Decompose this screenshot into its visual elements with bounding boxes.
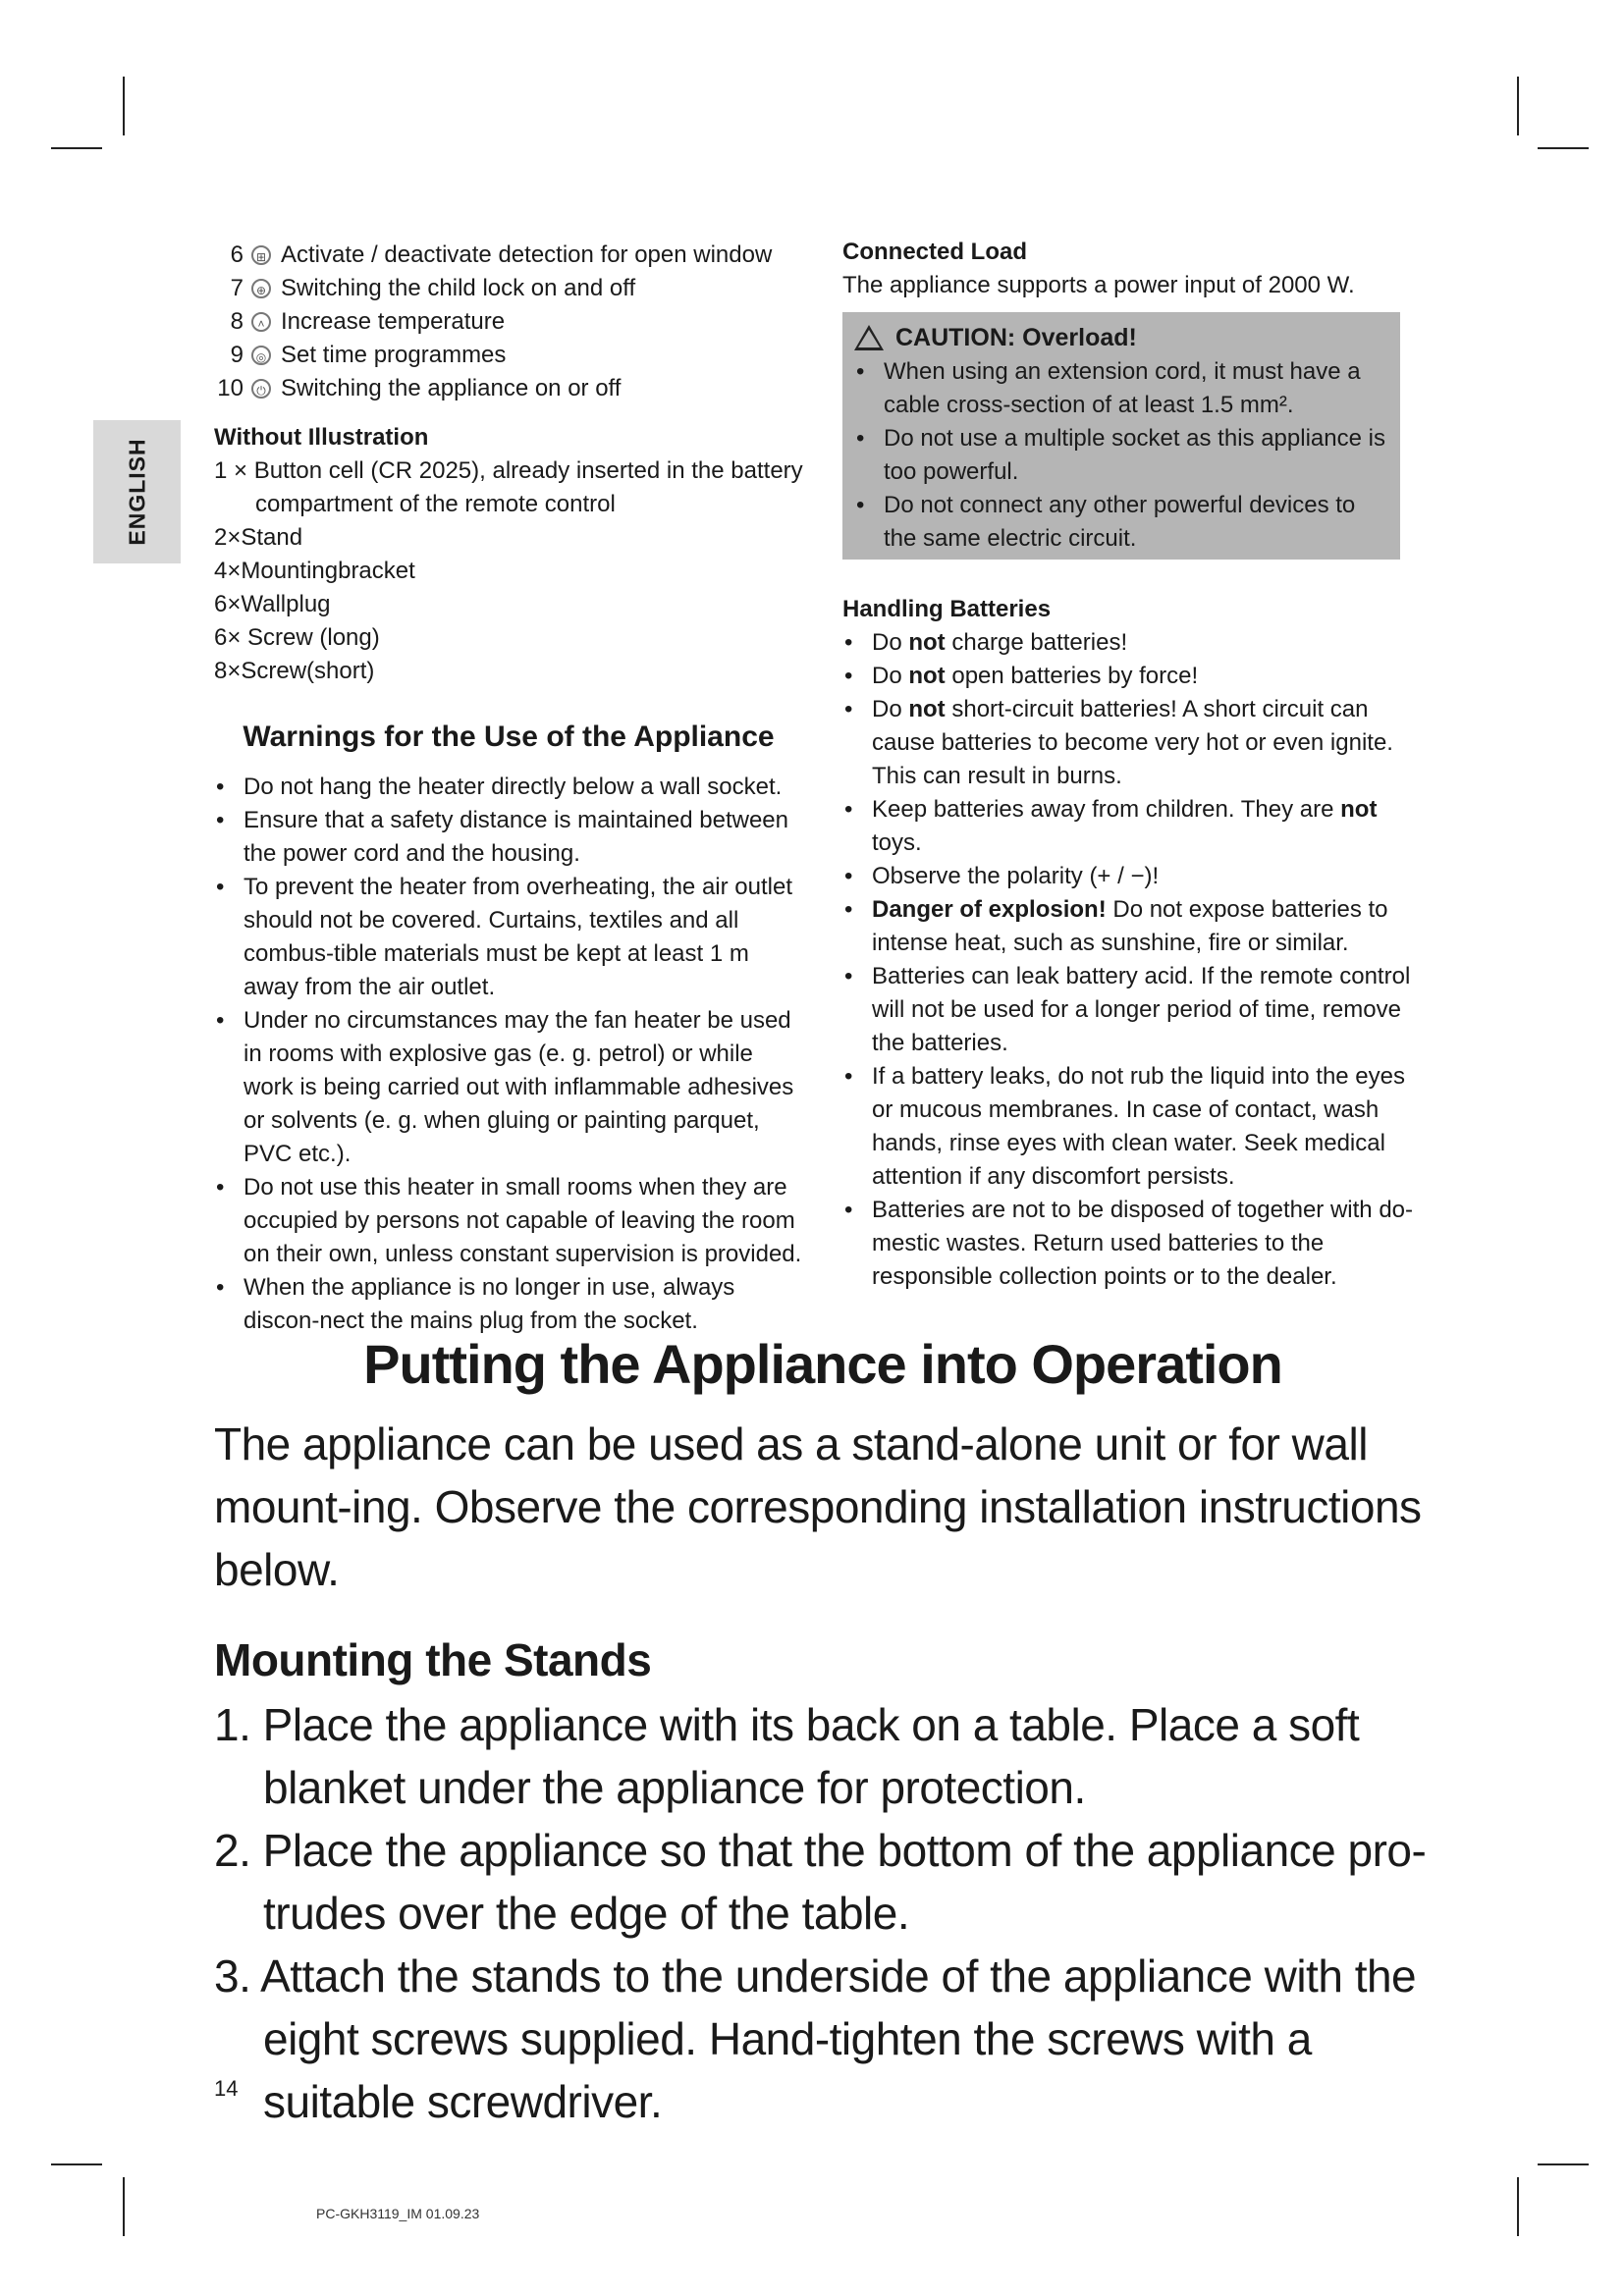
caution-list — [854, 355, 1390, 556]
control-text: Switching the appliance on or off — [281, 375, 622, 401]
crop-mark — [123, 77, 125, 135]
control-number: 10 — [217, 375, 244, 401]
power-icon: ⏻ — [251, 379, 271, 399]
crop-mark — [1538, 2163, 1589, 2165]
step-item: 1. Place the appliance with its back on a table. Place a soft blanket under the appliance for protection. — [214, 1699, 1360, 1813]
list-item: 1 × Button cell (CR 2025), already inserted in the battery compartment of the remote control — [214, 457, 803, 517]
list-item: • Keep batteries away from children. They are not toys. — [842, 793, 1422, 860]
list-item: • If a battery leaks, do not rub the liquid into the eyes or mucous membranes. In case of contact, wash hands, rinse eyes with clean water. Seek medical attention if any discomfort persists. — [842, 1060, 1422, 1194]
up-arrow-icon: ˄ — [251, 312, 271, 332]
control-item — [214, 305, 803, 339]
crop-mark — [51, 147, 102, 149]
list-item: • When the appliance is no longer in use, always discon-nect the mains plug from the socket. — [214, 1271, 803, 1338]
control-text: Set time programmes — [281, 342, 507, 368]
mounting-heading: Mounting the Stands — [214, 1634, 652, 1685]
connected-load-heading: Connected Load — [842, 239, 1028, 265]
list-item: • Do not hang the heater directly below a wall socket. — [214, 771, 803, 804]
warnings-list — [214, 771, 803, 1338]
control-item — [214, 239, 803, 272]
language-tab-label: ENGLISH — [124, 438, 149, 546]
list-item: • Under no circumstances may the fan heater be used in rooms with explosive gas (e. g. petrol) or while work is being carried out with inflammable adhesives or solvents (e. g. when gluing or painting parquet, PVC etc.). — [214, 1004, 803, 1171]
control-number: 7 — [230, 275, 244, 301]
mounting-steps — [214, 1693, 1432, 2133]
right-column — [842, 236, 1422, 1294]
list-item: 8×Screw(short) — [214, 658, 375, 684]
operation-section — [214, 1330, 1432, 2133]
timer-icon: ◎ — [251, 346, 271, 365]
list-item: • Do not use this heater in small rooms when they are occupied by persons not capable of leaving the room on their own, unless constant supervision is provided. — [214, 1171, 803, 1271]
list-item: • To prevent the heater from overheating, the air outlet should not be covered. Curtains, textiles and all combus-tible materials must be kept at least 1 m away from the air outlet. — [214, 871, 803, 1004]
caution-title-row — [854, 320, 1390, 355]
list-item: 6× Screw (long) — [214, 624, 380, 651]
control-text: Increase temperature — [281, 308, 506, 335]
batteries-heading: Handling Batteries — [842, 596, 1052, 622]
list-item: • Observe the polarity (+ / −)! — [842, 860, 1422, 893]
warning-triangle-icon — [854, 325, 884, 350]
list-item: • Danger of explosion! Do not expose batteries to intense heat, such as sunshine, fire or similar. — [842, 893, 1422, 960]
batteries-list — [842, 626, 1422, 1294]
list-item: • When using an extension cord, it must have a cable cross-section of at least 1.5 mm². — [854, 355, 1390, 422]
crop-mark — [1538, 147, 1589, 149]
operation-title: Putting the Appliance into Operation — [363, 1333, 1282, 1395]
control-item — [214, 372, 803, 405]
footer-code: PC-GKH3119_IM 01.09.23 — [316, 2206, 480, 2221]
control-item — [214, 339, 803, 372]
connected-load-text: The appliance supports a power input of 2000 W. — [842, 272, 1355, 298]
list-item: • Do not charge batteries! — [842, 626, 1422, 660]
caution-box — [842, 312, 1400, 560]
control-number: 6 — [230, 241, 244, 268]
list-item: 6×Wallplug — [214, 591, 331, 617]
crop-mark — [1517, 77, 1519, 135]
without-illustration-section — [214, 421, 803, 688]
step-item: 2. Place the appliance so that the bottom of the appliance pro-trudes over the edge of the table. — [214, 1825, 1427, 1939]
list-item: • Do not open batteries by force! — [842, 660, 1422, 693]
page-number: 14 — [214, 2076, 239, 2101]
window-icon: ⊞ — [251, 245, 271, 265]
crop-mark — [123, 2177, 125, 2236]
language-tab — [93, 420, 181, 563]
control-number: 9 — [230, 342, 244, 368]
list-item: • Batteries are not to be disposed of together with do-mestic wastes. Return used batteries to the responsible collection points or to the dealer. — [842, 1194, 1422, 1294]
caution-title: CAUTION: Overload! — [895, 324, 1137, 351]
list-item: • Do not connect any other powerful devices to the same electric circuit. — [854, 489, 1390, 556]
warnings-heading: Warnings for the Use of the Appliance — [243, 721, 775, 753]
crop-mark — [1517, 2177, 1519, 2236]
control-text: Switching the child lock on and off — [281, 275, 636, 301]
controls-list — [214, 239, 803, 405]
list-item: 2×Stand — [214, 524, 303, 551]
left-column — [214, 239, 803, 1338]
list-item: 4×Mountingbracket — [214, 558, 415, 584]
control-text: Activate / deactivate detection for open window — [281, 241, 773, 268]
child-lock-icon: ⊕ — [251, 279, 271, 298]
without-illustration-heading: Without Illustration — [214, 424, 429, 451]
control-number: 8 — [230, 308, 244, 335]
control-item — [214, 272, 803, 305]
operation-intro: The appliance can be used as a stand-alone unit or for wall mount-ing. Observe the corresponding installation instructions below. — [214, 1418, 1422, 1595]
step-item: 3. Attach the stands to the underside of the appliance with the eight screws supplied. Hand-tighten the screws with a suitable screwdriver. — [214, 1950, 1417, 2127]
list-item: • Do not short-circuit batteries! A short circuit can cause batteries to become very hot or even ignite. This can result in burns. — [842, 693, 1422, 793]
list-item: • Do not use a multiple socket as this appliance is too powerful. — [854, 422, 1390, 489]
crop-mark — [51, 2163, 102, 2165]
list-item: • Batteries can leak battery acid. If the remote control will not be used for a longer period of time, remove the batteries. — [842, 960, 1422, 1060]
list-item: • Ensure that a safety distance is maintained between the power cord and the housing. — [214, 804, 803, 871]
